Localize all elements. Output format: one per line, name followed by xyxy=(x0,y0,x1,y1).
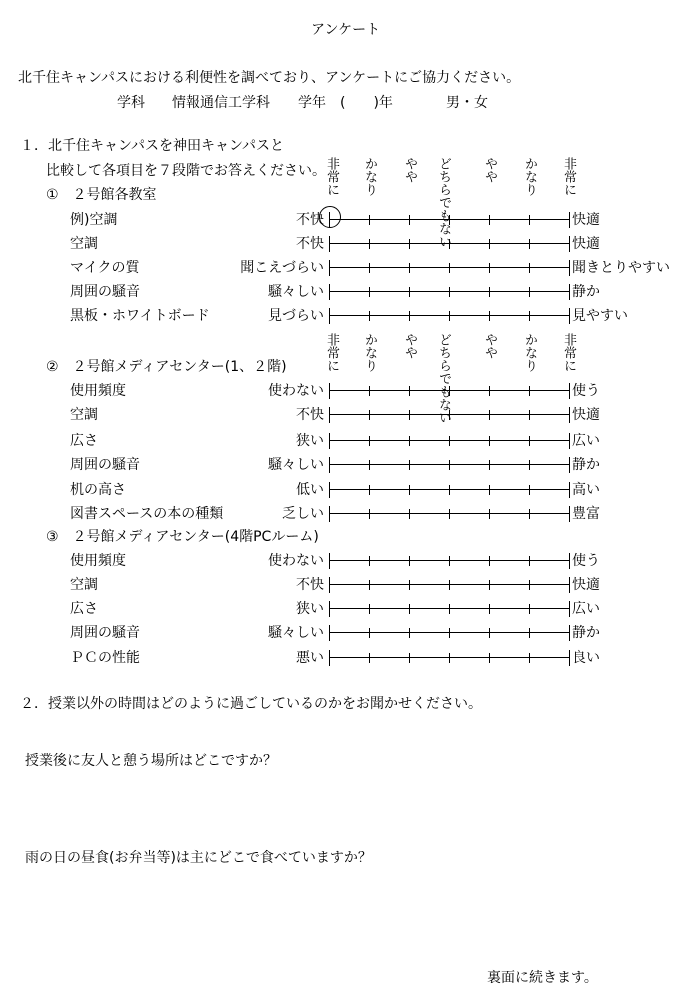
scale-point[interactable] xyxy=(409,263,410,273)
scale-point[interactable] xyxy=(569,625,570,641)
scale-point[interactable] xyxy=(449,580,450,590)
left-anchor-label: 狭い xyxy=(296,601,324,617)
scale-point[interactable] xyxy=(529,263,530,273)
right-anchor-label: 快適 xyxy=(572,236,600,252)
item-label: 例)空調 xyxy=(70,212,118,228)
item-label: ＰＣの性能 xyxy=(70,650,140,666)
scale-point[interactable] xyxy=(329,433,330,449)
scale-point[interactable] xyxy=(489,509,490,519)
right-anchor-label: 広い xyxy=(572,433,600,449)
scale-point[interactable] xyxy=(369,239,370,249)
right-anchor-label: 静か xyxy=(572,457,600,473)
scale-point[interactable] xyxy=(369,485,370,495)
rating-scale xyxy=(329,556,569,566)
scale-point[interactable] xyxy=(489,287,490,297)
left-anchor-label: 騒々しい xyxy=(268,457,324,473)
scale-point[interactable] xyxy=(449,436,450,446)
scale-header-label: かなり xyxy=(522,157,537,196)
scale-point[interactable] xyxy=(569,482,570,498)
scale-point[interactable] xyxy=(449,653,450,663)
scale-header-label: やや xyxy=(402,157,417,183)
section-heading: ③ ２号館メディアセンター(4階PCルーム) xyxy=(46,529,319,545)
right-anchor-label: 見やすい xyxy=(572,308,628,324)
right-anchor-label: 使う xyxy=(572,383,600,399)
rating-scale xyxy=(329,263,569,273)
scale-point[interactable] xyxy=(489,410,490,420)
scale-point[interactable] xyxy=(369,410,370,420)
right-anchor-label: 良い xyxy=(572,650,600,666)
scale-point[interactable] xyxy=(329,284,330,300)
scale-point[interactable] xyxy=(569,650,570,666)
scale-point[interactable] xyxy=(529,509,530,519)
scale-point[interactable] xyxy=(329,407,330,423)
scale-point[interactable] xyxy=(569,577,570,593)
item-label: 空調 xyxy=(70,577,98,593)
scale-point[interactable] xyxy=(449,460,450,470)
right-anchor-label: 使う xyxy=(572,553,600,569)
scale-point[interactable] xyxy=(449,556,450,566)
scale-point[interactable] xyxy=(569,308,570,324)
left-anchor-label: 見づらい xyxy=(268,308,324,324)
item-label: 使用頻度 xyxy=(70,553,126,569)
scale-point[interactable] xyxy=(329,236,330,252)
question-2-heading: ２．授業以外の時間はどのように過ごしているのかをお聞かせください。 xyxy=(20,696,482,712)
intro-text: 北千住キャンパスにおける利便性を調べており、アンケートにご協力ください。 xyxy=(18,70,521,86)
scale-point[interactable] xyxy=(409,460,410,470)
left-anchor-label: 騒々しい xyxy=(268,284,324,300)
rating-scale xyxy=(329,436,569,446)
question-1-line2: 比較して各項目を７段階でお答えください。 xyxy=(46,163,326,179)
scale-point[interactable] xyxy=(409,410,410,420)
scale-header-label: どちらでもない xyxy=(436,333,451,424)
left-anchor-label: 不快 xyxy=(296,212,324,228)
item-label: 周囲の騒音 xyxy=(70,457,140,473)
scale-point[interactable] xyxy=(449,604,450,614)
scale-point[interactable] xyxy=(529,556,530,566)
scale-header-label: 非常に xyxy=(324,157,339,196)
scale-point[interactable] xyxy=(449,485,450,495)
scale-point[interactable] xyxy=(529,436,530,446)
left-anchor-label: 不快 xyxy=(296,577,324,593)
rating-scale xyxy=(329,215,569,225)
left-anchor-label: 不快 xyxy=(296,236,324,252)
gender-field[interactable]: 男・女 xyxy=(446,95,488,111)
scale-point[interactable] xyxy=(409,386,410,396)
right-anchor-label: 快適 xyxy=(572,407,600,423)
right-anchor-label: 広い xyxy=(572,601,600,617)
left-anchor-label: 乏しい xyxy=(282,506,324,522)
scale-point[interactable] xyxy=(409,653,410,663)
scale-point[interactable] xyxy=(369,460,370,470)
left-anchor-label: 使わない xyxy=(268,383,324,399)
scale-point[interactable] xyxy=(369,509,370,519)
question-2-sub1: 授業後に友人と憩う場所はどこですか？ xyxy=(25,753,277,769)
scale-point[interactable] xyxy=(449,628,450,638)
scale-point[interactable] xyxy=(449,239,450,249)
scale-header-label: かなり xyxy=(522,333,537,372)
scale-point[interactable] xyxy=(329,457,330,473)
rating-scale xyxy=(329,653,569,663)
scale-point[interactable] xyxy=(489,239,490,249)
scale-point[interactable] xyxy=(489,311,490,321)
scale-point[interactable] xyxy=(409,215,410,225)
answer-area-1[interactable] xyxy=(25,775,665,840)
item-label: 空調 xyxy=(70,407,98,423)
rating-scale xyxy=(329,604,569,614)
section-heading: ② ２号館メディアセンター(1、２階) xyxy=(46,359,287,375)
scale-header-label: かなり xyxy=(362,157,377,196)
scale-point[interactable] xyxy=(369,436,370,446)
scale-point[interactable] xyxy=(569,383,570,399)
scale-point[interactable] xyxy=(569,506,570,522)
scale-header-label: 非常に xyxy=(324,333,339,372)
right-anchor-label: 豊富 xyxy=(572,506,600,522)
scale-point[interactable] xyxy=(329,308,330,324)
scale-point[interactable] xyxy=(529,653,530,663)
scale-point[interactable] xyxy=(329,482,330,498)
scale-point[interactable] xyxy=(529,485,530,495)
scale-header-label: どちらでもない xyxy=(436,157,451,248)
scale-point[interactable] xyxy=(409,436,410,446)
page-title: アンケート xyxy=(311,22,381,38)
scale-point[interactable] xyxy=(409,628,410,638)
left-anchor-label: 聞こえづらい xyxy=(240,260,324,276)
scale-point[interactable] xyxy=(489,604,490,614)
scale-point[interactable] xyxy=(409,239,410,249)
scale-point[interactable] xyxy=(529,386,530,396)
scale-point[interactable] xyxy=(329,260,330,276)
scale-point[interactable] xyxy=(369,287,370,297)
section-heading: ① ２号館各教室 xyxy=(46,187,157,203)
item-label: 広さ xyxy=(70,433,98,449)
scale-point[interactable] xyxy=(529,311,530,321)
rating-scale xyxy=(329,628,569,638)
scale-point[interactable] xyxy=(449,509,450,519)
scale-point[interactable] xyxy=(369,386,370,396)
scale-header-label: やや xyxy=(482,157,497,183)
scale-point[interactable] xyxy=(449,287,450,297)
right-anchor-label: 静か xyxy=(572,625,600,641)
scale-point[interactable] xyxy=(329,383,330,399)
question-1-line1: １．北千住キャンパスを神田キャンパスと xyxy=(20,138,285,154)
scale-point[interactable] xyxy=(529,239,530,249)
left-anchor-label: 不快 xyxy=(296,407,324,423)
scale-header-label: 非常に xyxy=(561,157,576,196)
scale-point[interactable] xyxy=(489,653,490,663)
scale-header-label: かなり xyxy=(362,333,377,372)
item-label: 机の高さ xyxy=(70,482,126,498)
scale-point[interactable] xyxy=(369,556,370,566)
rating-scale xyxy=(329,580,569,590)
rating-scale xyxy=(329,311,569,321)
scale-point[interactable] xyxy=(329,625,330,641)
scale-header-label: 非常に xyxy=(561,333,576,372)
scale-point[interactable] xyxy=(369,263,370,273)
scale-point[interactable] xyxy=(569,601,570,617)
left-anchor-label: 使わない xyxy=(268,553,324,569)
item-label: 黒板・ホワイトボード xyxy=(70,308,210,324)
scale-point[interactable] xyxy=(449,215,450,225)
scale-point[interactable] xyxy=(489,263,490,273)
item-label: 図書スペースの本の種類 xyxy=(70,506,224,522)
scale-point[interactable] xyxy=(329,577,330,593)
scale-point[interactable] xyxy=(489,436,490,446)
right-anchor-label: 快適 xyxy=(572,577,600,593)
right-anchor-label: 聞きとりやすい xyxy=(572,260,670,276)
rating-scale xyxy=(329,287,569,297)
item-label: 周囲の騒音 xyxy=(70,625,140,641)
rating-scale xyxy=(329,485,569,495)
item-label: 周囲の騒音 xyxy=(70,284,140,300)
scale-point[interactable] xyxy=(409,509,410,519)
right-anchor-label: 高い xyxy=(572,482,600,498)
scale-point[interactable] xyxy=(529,460,530,470)
footer-note: 裏面に続きます。 xyxy=(487,970,598,986)
rating-scale xyxy=(329,410,569,420)
department-label: 情報通信工学科 xyxy=(172,95,270,111)
rating-scale xyxy=(329,239,569,249)
scale-point[interactable] xyxy=(569,236,570,252)
question-2-sub2: 雨の日の昼食(お弁当等)は主にどこで食べていますか？ xyxy=(25,850,372,866)
selected-circle xyxy=(319,206,341,228)
rating-scale xyxy=(329,509,569,519)
scale-point[interactable] xyxy=(569,284,570,300)
scale-point[interactable] xyxy=(489,485,490,495)
grade-label: 学年 xyxy=(298,95,326,111)
scale-point[interactable] xyxy=(489,556,490,566)
scale-point[interactable] xyxy=(489,460,490,470)
scale-point[interactable] xyxy=(409,556,410,566)
grade-field[interactable]: ( )年 xyxy=(340,95,393,111)
scale-point[interactable] xyxy=(329,650,330,666)
scale-point[interactable] xyxy=(409,311,410,321)
scale-point[interactable] xyxy=(489,580,490,590)
scale-point[interactable] xyxy=(529,287,530,297)
scale-point[interactable] xyxy=(529,628,530,638)
scale-point[interactable] xyxy=(329,601,330,617)
left-anchor-label: 狭い xyxy=(296,433,324,449)
item-label: マイクの質 xyxy=(70,260,140,276)
scale-point[interactable] xyxy=(369,215,370,225)
right-anchor-label: 快適 xyxy=(572,212,600,228)
scale-point[interactable] xyxy=(489,628,490,638)
scale-point[interactable] xyxy=(529,410,530,420)
left-anchor-label: 騒々しい xyxy=(268,625,324,641)
item-label: 空調 xyxy=(70,236,98,252)
scale-point[interactable] xyxy=(369,653,370,663)
right-anchor-label: 静か xyxy=(572,284,600,300)
scale-point[interactable] xyxy=(369,311,370,321)
scale-point[interactable] xyxy=(529,604,530,614)
rating-scale xyxy=(329,386,569,396)
scale-point[interactable] xyxy=(369,604,370,614)
scale-point[interactable] xyxy=(529,580,530,590)
scale-point[interactable] xyxy=(409,580,410,590)
left-anchor-label: 悪い xyxy=(296,650,324,666)
scale-header-label: やや xyxy=(402,333,417,359)
scale-point[interactable] xyxy=(449,311,450,321)
scale-point[interactable] xyxy=(569,433,570,449)
scale-point[interactable] xyxy=(449,263,450,273)
scale-point[interactable] xyxy=(369,628,370,638)
scale-point[interactable] xyxy=(329,506,330,522)
scale-point[interactable] xyxy=(369,580,370,590)
scale-point[interactable] xyxy=(489,386,490,396)
scale-point[interactable] xyxy=(489,215,490,225)
scale-point[interactable] xyxy=(569,553,570,569)
scale-header-label: やや xyxy=(482,333,497,359)
scale-point[interactable] xyxy=(329,553,330,569)
item-label: 広さ xyxy=(70,601,98,617)
answer-area-2[interactable] xyxy=(25,872,665,962)
scale-point[interactable] xyxy=(449,410,450,420)
scale-point[interactable] xyxy=(529,215,530,225)
scale-point[interactable] xyxy=(569,457,570,473)
scale-point[interactable] xyxy=(329,212,330,228)
faculty-label: 学科 xyxy=(117,95,145,111)
left-anchor-label: 低い xyxy=(296,482,324,498)
scale-point[interactable] xyxy=(569,407,570,423)
scale-point[interactable] xyxy=(409,604,410,614)
scale-point[interactable] xyxy=(449,386,450,396)
scale-point[interactable] xyxy=(569,260,570,276)
item-label: 使用頻度 xyxy=(70,383,126,399)
scale-point[interactable] xyxy=(409,287,410,297)
rating-scale xyxy=(329,460,569,470)
scale-point[interactable] xyxy=(409,485,410,495)
scale-point[interactable] xyxy=(569,212,570,228)
